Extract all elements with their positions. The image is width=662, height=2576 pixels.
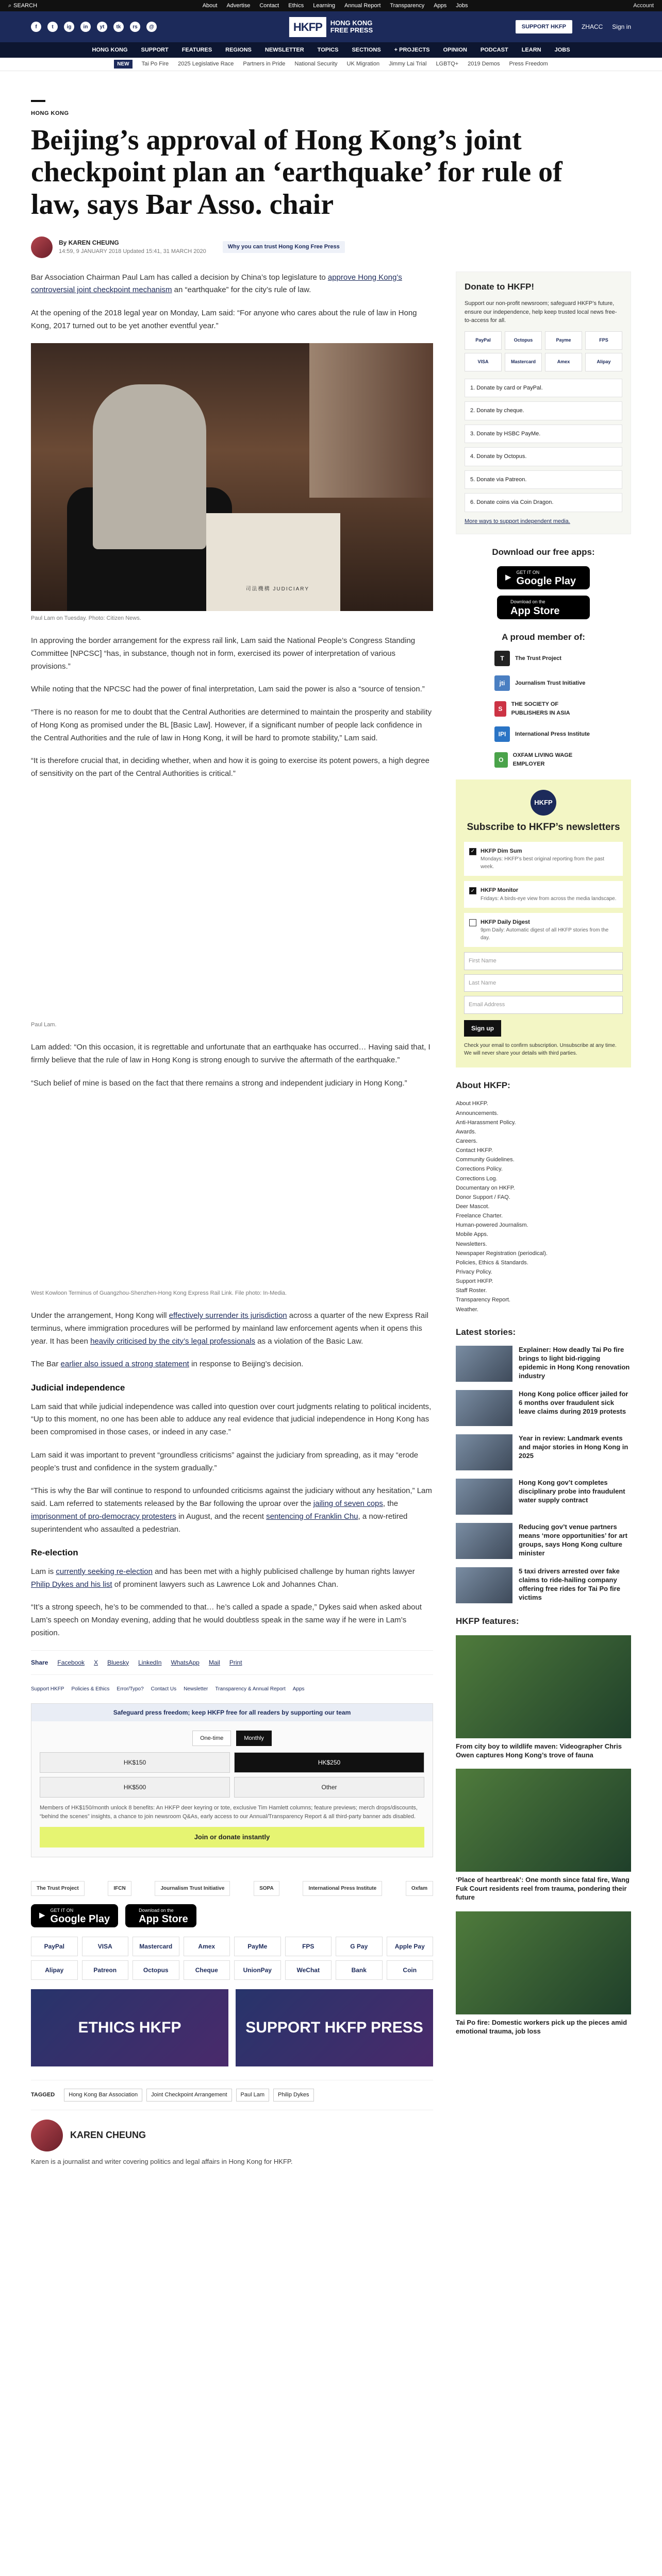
linkedin-icon[interactable]: in xyxy=(80,22,91,32)
about-link[interactable]: About HKFP. xyxy=(456,1100,488,1107)
about-link[interactable]: Anti-Harassment Policy. xyxy=(456,1119,516,1126)
byline xyxy=(31,236,631,258)
lectern-text: 司法機構 JUDICIARY xyxy=(245,586,309,592)
support-widget xyxy=(31,1703,433,1857)
trending-link[interactable]: Partners in Pride xyxy=(243,61,286,67)
ethics-banner[interactable]: ETHICS HKFP xyxy=(31,1989,228,2066)
inline-link[interactable]: Philip Dykes and his list xyxy=(31,1580,112,1589)
footer-link[interactable]: Transparency & Annual Report xyxy=(215,1686,286,1692)
features-title: HKFP features: xyxy=(456,1616,519,1626)
nav-opinion[interactable]: OPINION xyxy=(443,46,467,53)
footer-link[interactable]: Apps xyxy=(292,1686,305,1692)
donate-option[interactable]: 4. Donate by Octopus. xyxy=(465,447,622,466)
trending-bar xyxy=(0,58,662,71)
share-facebook[interactable]: Facebook xyxy=(57,1658,85,1666)
about-title: About HKFP: xyxy=(456,1080,510,1090)
paragraph: “Such belief of mine is based on the fact that there remains a strong and independent judiciary in Hong Kong.” xyxy=(31,1078,407,1088)
about-link[interactable]: Community Guidelines. xyxy=(456,1157,515,1163)
payment-method[interactable]: FPS xyxy=(285,1937,332,1956)
site-logo[interactable] xyxy=(289,17,373,37)
tag[interactable]: Hong Kong Bar Association xyxy=(64,2089,142,2102)
payment-method[interactable]: Amex xyxy=(184,1937,230,1956)
payment-logo: Amex xyxy=(545,353,582,371)
author-bio-box xyxy=(31,2110,433,2157)
nav-regions[interactable]: REGIONS xyxy=(225,46,252,53)
donate-intro: Support our non-profit newsroom; safeguard HKFP’s future, ensure our independence, help keep trusted local news free-to-access for all. xyxy=(465,300,617,324)
share-x[interactable]: X xyxy=(94,1658,98,1666)
support-banner[interactable]: SUPPORT HKFP PRESS xyxy=(236,1989,433,2066)
support-heading: Safeguard press freedom; keep HKFP free for all readers by supporting our team xyxy=(31,1704,433,1721)
partner-logos xyxy=(31,1873,433,1904)
share-mail[interactable]: Mail xyxy=(208,1658,220,1666)
about-link[interactable]: Mobile Apps. xyxy=(456,1231,488,1238)
paragraph: “It is therefore crucial that, in deciding whether, when and how it is going to exercise its potent powers, a high degree of sensitivity on the part of the Central Authorities is critical.” xyxy=(31,756,429,778)
first-name-field[interactable]: First Name xyxy=(464,952,623,970)
trending-link[interactable]: 2025 Legislative Race xyxy=(178,61,234,67)
payment-method[interactable]: G Pay xyxy=(336,1937,383,1956)
newsletter-option-monitor[interactable]: ✓ HKFP Monitor Fridays: A birds-eye view from across the media landscape. xyxy=(464,881,623,908)
member-logos xyxy=(456,651,631,768)
site-header xyxy=(0,11,662,42)
donate-option[interactable]: 6. Donate coins via Coin Dragon. xyxy=(465,493,622,512)
about-link[interactable]: Newspaper Registration (periodical). xyxy=(456,1250,548,1257)
payment-logo: VISA xyxy=(465,353,502,371)
share-print[interactable]: Print xyxy=(229,1658,242,1666)
email-icon[interactable]: @ xyxy=(146,22,157,32)
nav-hong-kong[interactable]: HONG KONG xyxy=(92,46,128,53)
author-avatar[interactable] xyxy=(31,2120,63,2151)
about-widget xyxy=(456,1079,631,1314)
share-bar xyxy=(31,1650,433,1675)
about-link[interactable]: Corrections Log. xyxy=(456,1175,498,1182)
hkfp-logo-icon: HKFP xyxy=(531,790,556,816)
top-link-apps[interactable]: Apps xyxy=(434,2,447,9)
about-link[interactable]: Policies, Ethics & Standards. xyxy=(456,1259,528,1266)
membership-widget xyxy=(456,631,631,769)
tiktok-icon[interactable]: tk xyxy=(113,22,124,32)
trending-link[interactable]: Jimmy Lai Trial xyxy=(389,61,427,67)
paragraph: Lam said that while judicial independence was called into question over court judgments relating to political incidents, “Up to this moment, no one has been able to adduce any real evidence that judicial independence in Hong Kong has been compromised in those cases, or indeed in any case.” xyxy=(31,1402,432,1437)
newsletter-option-dim-sum[interactable]: ✓ HKFP Dim Sum Mondays: HKFP’s best original reporting from the past week. xyxy=(464,842,623,876)
inline-link[interactable]: effectively surrender its jurisdiction xyxy=(169,1311,287,1320)
member-logo[interactable]: T The Trust Project xyxy=(494,651,592,666)
top-link-advertise[interactable]: Advertise xyxy=(226,2,251,9)
author-name[interactable]: KAREN CHEUNG xyxy=(70,2130,146,2141)
paragraph: The Bar earlier also issued a strong statement in response to Beijing’s decision. xyxy=(31,1360,304,1369)
trust-project-icon: T xyxy=(494,651,510,666)
subheading: Judicial independence xyxy=(31,1383,125,1393)
checkbox[interactable] xyxy=(469,919,476,926)
latest-stories-widget xyxy=(456,1326,631,1604)
tab-one-time[interactable]: One-time xyxy=(192,1731,231,1747)
donate-option[interactable]: 1. Donate by card or PayPal. xyxy=(465,379,622,398)
payment-logo: FPS xyxy=(585,331,622,350)
author-name-link[interactable]: KAREN CHEUNG xyxy=(68,239,119,247)
share-whatsapp[interactable]: WhatsApp xyxy=(171,1658,200,1666)
latest-story[interactable]: Explainer: How deadly Tai Po fire brings to light bid-rigging epidemic in Hong Kong renovation industry xyxy=(456,1346,631,1382)
member-title: A proud member of: xyxy=(502,632,585,642)
tag[interactable]: Joint Checkpoint Arrangement xyxy=(146,2089,231,2102)
share-label: Share xyxy=(31,1658,48,1666)
member-logo[interactable]: S THE SOCIETY OF PUBLISHERS IN ASIA xyxy=(494,700,592,717)
inline-link[interactable]: heavily criticised by the city’s legal professionals xyxy=(90,1336,255,1346)
partner-logo[interactable]: IFCN xyxy=(108,1881,131,1896)
sign-up-button[interactable]: Sign up xyxy=(464,1020,501,1037)
features-widget xyxy=(456,1615,631,2036)
email-field[interactable]: Email Address xyxy=(464,996,623,1014)
feature-story[interactable]: From city boy to wildlife maven: Videographer Chris Owen captures Hong Kong’s trove of fauna xyxy=(456,1635,631,1760)
payment-logo: Mastercard xyxy=(505,353,542,371)
nav-learn[interactable]: LEARN xyxy=(521,46,541,53)
twitter-icon[interactable]: t xyxy=(47,22,58,32)
payment-method[interactable]: VISA xyxy=(82,1937,129,1956)
search-button[interactable] xyxy=(8,2,37,10)
payment-method[interactable]: Coin xyxy=(387,1960,434,1980)
story-thumbnail xyxy=(456,1390,512,1426)
paragraph: Under the arrangement, Hong Kong will effectively surrender its jurisdiction across a quarter of the new Express Rail terminus, where immigration procedures will be performed by mainland law enforcement agents when it opens this year. It has been heavily criticised by the city’s legal professionals as a violation of the Basic Law. xyxy=(31,1311,428,1346)
content-layout xyxy=(0,272,662,2177)
more-ways-link[interactable]: More ways to support independent media. xyxy=(465,518,570,524)
inline-link[interactable]: imprisonment of pro-democracy protesters xyxy=(31,1512,176,1521)
nav-podcast[interactable]: PODCAST xyxy=(480,46,508,53)
oxfam-icon: O xyxy=(494,752,508,768)
feature-story[interactable]: Tai Po fire: Domestic workers pick up the pieces amid emotional trauma, job loss xyxy=(456,1911,631,2036)
payment-method[interactable]: PayMe xyxy=(234,1937,281,1956)
apps-widget xyxy=(456,546,631,619)
amount-option[interactable]: HK$500 xyxy=(40,1777,230,1798)
account-link[interactable]: Account xyxy=(633,2,654,9)
share-linkedin[interactable]: LinkedIn xyxy=(138,1658,162,1666)
about-link[interactable]: Careers. xyxy=(456,1138,478,1145)
partner-logo[interactable]: Oxfam xyxy=(406,1881,433,1896)
article-category[interactable]: HONG KONG xyxy=(31,110,69,116)
about-link[interactable]: Corrections Policy. xyxy=(456,1166,503,1173)
social-links xyxy=(31,22,157,32)
footer-link[interactable]: Error/Typo? xyxy=(117,1686,144,1692)
top-link-transparency[interactable]: Transparency xyxy=(390,2,425,9)
latest-title: Latest stories: xyxy=(456,1327,516,1337)
amount-option-selected[interactable]: HK$250 xyxy=(234,1752,424,1773)
trending-link[interactable]: National Security xyxy=(294,61,338,67)
header-actions xyxy=(516,20,631,34)
member-logo[interactable]: jti Journalism Trust Initiative xyxy=(494,675,592,691)
author-line xyxy=(59,238,206,247)
google-play-badge[interactable]: ▶ GET IT ON Google Play xyxy=(31,1904,118,1928)
apps-title: Download our free apps: xyxy=(492,547,595,557)
amount-option[interactable]: HK$150 xyxy=(40,1752,230,1773)
top-link-ethics[interactable]: Ethics xyxy=(288,2,304,9)
member-logo[interactable]: O OXFAM LIVING WAGE EMPLOYER xyxy=(494,751,592,768)
top-link-about[interactable]: About xyxy=(202,2,218,9)
about-link[interactable]: Documentary on HKFP. xyxy=(456,1184,515,1191)
payment-method[interactable]: PayPal xyxy=(31,1937,78,1956)
footer-link[interactable]: Contact Us xyxy=(151,1686,177,1692)
newsletter-widget xyxy=(456,779,631,1067)
photo-paul-lam[interactable] xyxy=(31,343,433,611)
payment-method[interactable]: Octopus xyxy=(133,1960,179,1980)
payment-method[interactable]: Bank xyxy=(336,1960,383,1980)
payment-methods xyxy=(31,1937,433,1980)
paragraph: Lam added: “On this occasion, it is regrettable and unfortunate that an earthquake has occurred… Having said that, I firmly believe that the rule of law in Hong Kong is strong enough to survive the aftermath of the earthquake.” xyxy=(31,1043,431,1065)
tags-label: TAGGED xyxy=(31,2092,55,2098)
support-hkfp-button[interactable]: SUPPORT HKFP xyxy=(516,20,572,34)
photo-paul-lam-2[interactable] xyxy=(31,791,433,1018)
donate-option[interactable]: 3. Donate by HSBC PayMe. xyxy=(465,425,622,444)
youtube-icon[interactable]: yt xyxy=(97,22,107,32)
top-link-learning[interactable]: Learning xyxy=(313,2,336,9)
member-benefits-note: Members of HK$150/month unlock 8 benefits: An HKFP deer keyring or tote, exclusive Tim Hamlett columns; feature previews; merch drops/discounts, “behind the scenes” insights, a chance to join newsroom Q&As, early access to our Annual/Transparency Report & all third-party banner ads disabled. xyxy=(40,1805,418,1820)
trending-link[interactable]: 2019 Demos xyxy=(468,61,500,67)
main-nav xyxy=(0,42,662,58)
nav-support[interactable]: SUPPORT xyxy=(141,46,169,53)
nav-newsletter[interactable]: NEWSLETTER xyxy=(264,46,304,53)
tag[interactable]: Philip Dykes xyxy=(273,2089,314,2102)
donate-widget xyxy=(456,272,631,535)
payment-method[interactable]: Apple Pay xyxy=(387,1937,434,1956)
donate-option[interactable]: 2. Donate by cheque. xyxy=(465,401,622,420)
latest-story[interactable]: Year in review: Landmark events and major stories in Hong Kong in 2025 xyxy=(456,1434,631,1470)
paragraph: “This is why the Bar will continue to respond to unfounded criticisms against the judiciary without any hesitation,” Lam said. Lam referred to statements released by the Bar following the uproar over the jailing of seven cops, the imprisonment of pro-democracy protesters in August, and the recent sentencing of Franklin Chu, a now-retired superintendent who assaulted a pedestrian. xyxy=(31,1486,432,1534)
donate-payment-logos xyxy=(465,331,622,371)
article-headline: Beijing’s approval of Hong Kong’s joint checkpoint plan an ‘earthquake’ for rule of law, says Bar Asso. chair xyxy=(31,124,562,221)
payment-method[interactable]: Cheque xyxy=(184,1960,230,1980)
logo-text xyxy=(330,20,373,35)
google-play-icon: ▶ xyxy=(505,573,511,582)
subheading: Re-election xyxy=(31,1548,78,1558)
publish-dates: 14:59, 9 JANUARY 2018 Updated 15:41, 31 MARCH 2020 xyxy=(59,248,206,255)
logo-line-1: HONG KONG xyxy=(330,19,373,27)
trust-link[interactable]: Why you can trust Hong Kong Free Press xyxy=(223,241,345,253)
app-store-badge[interactable]: Download on the App Store xyxy=(497,596,590,619)
about-link[interactable]: Donor Support / FAQ. xyxy=(456,1194,510,1200)
instagram-icon[interactable]: ig xyxy=(64,22,74,32)
nav-features[interactable]: FEATURES xyxy=(181,46,212,53)
join-donate-button[interactable]: Join or donate instantly xyxy=(40,1827,424,1848)
checkbox[interactable]: ✓ xyxy=(469,848,476,855)
about-link[interactable]: Contact HKFP. xyxy=(456,1147,493,1154)
google-play-icon: ▶ xyxy=(39,1911,45,1920)
app-store-badges xyxy=(31,1904,433,1928)
newsletter-option-daily-digest[interactable]: HKFP Daily Digest 9pm Daily: Automatic digest of all HKFP stories from the day. xyxy=(464,913,623,947)
payment-method[interactable]: WeChat xyxy=(285,1960,332,1980)
author-avatar xyxy=(31,236,53,258)
latest-story[interactable]: Hong Kong police officer jailed for 6 months over fraudulent sick leave claims during 2019 protests xyxy=(456,1390,631,1426)
nav-jobs[interactable]: JOBS xyxy=(554,46,570,53)
paragraph: While noting that the NPCSC had the power of final interpretation, Lam said the power is also a “source of tension.” xyxy=(31,685,425,694)
top-link-annual-report[interactable]: Annual Report xyxy=(344,2,381,9)
search-icon: ⌕ xyxy=(8,2,12,9)
partner-logo[interactable]: International Press Institute xyxy=(303,1881,382,1896)
logo-mark: HKFP xyxy=(289,17,326,37)
story-thumbnail xyxy=(456,1567,512,1603)
sidebar xyxy=(456,272,631,2177)
figure-paul-lam xyxy=(31,343,433,623)
inline-link[interactable]: currently seeking re-election xyxy=(56,1567,153,1576)
tag[interactable]: Paul Lam xyxy=(236,2089,269,2102)
footer-link[interactable]: Support HKFP xyxy=(31,1686,64,1692)
about-link[interactable]: Announcements. xyxy=(456,1110,499,1116)
byline-text xyxy=(59,238,206,256)
sopa-icon: S xyxy=(494,701,506,717)
payment-logo: Payme xyxy=(545,331,582,350)
payment-method[interactable]: Patreon xyxy=(82,1960,129,1980)
about-link[interactable]: Staff Roster. xyxy=(456,1287,487,1294)
top-link-contact[interactable]: Contact xyxy=(259,2,279,9)
photo-caption: Paul Lam. xyxy=(31,1021,57,1028)
search-label: SEARCH xyxy=(13,2,38,9)
paragraph: “There is no reason for me to doubt that the Central Authorities are determined to maintain the prosperity and stability of Hong Kong as promised under the BL [Basic Law]. However, if a significant number of people lack confidence in the Central Authorities and the rule of law in Hong Kong, it will be hard to promote stability,” Lam said. xyxy=(31,708,432,742)
latest-story[interactable]: Reducing gov’t venue partners means ‘more opportunities’ for art groups, says Hong Kong culture minister xyxy=(456,1523,631,1559)
about-link[interactable]: Newsletters. xyxy=(456,1241,487,1247)
newsletter-title: Subscribe to HKFP’s newsletters xyxy=(467,822,620,833)
feature-image xyxy=(456,1635,631,1738)
rss-icon[interactable]: rs xyxy=(130,22,140,32)
partner-logo[interactable]: Journalism Trust Initiative xyxy=(155,1881,230,1896)
photo-caption: Paul Lam on Tuesday. Photo: Citizen News. xyxy=(31,615,141,621)
payment-logo: Alipay xyxy=(585,353,622,371)
trending-link[interactable]: Tai Po Fire xyxy=(141,61,169,67)
about-link[interactable]: Privacy Policy. xyxy=(456,1268,492,1275)
inline-link[interactable]: earlier also issued a strong statement xyxy=(60,1360,189,1369)
about-link[interactable]: Deer Mascot. xyxy=(456,1204,490,1210)
inline-link[interactable]: sentencing of Franklin Chu xyxy=(266,1512,358,1521)
donate-option[interactable]: 5. Donate via Patreon. xyxy=(465,470,622,489)
story-thumbnail xyxy=(456,1346,512,1382)
article-header xyxy=(0,71,662,258)
frequency-tabs xyxy=(31,1731,433,1747)
share-bluesky[interactable]: Bluesky xyxy=(107,1658,129,1666)
payment-method[interactable]: Alipay xyxy=(31,1960,78,1980)
sidebar-app-badges xyxy=(456,566,631,619)
payment-logo: Octopus xyxy=(505,331,542,350)
article-footer-links xyxy=(31,1680,433,1698)
app-store-badge[interactable]: Download on the App Store xyxy=(125,1904,196,1928)
about-link[interactable]: Awards. xyxy=(456,1128,476,1135)
newsletter-note: Check your email to confirm subscription. Unsubscribe at any time. We will never share your details with third parties. xyxy=(464,1042,617,1056)
promo-banners xyxy=(31,1989,433,2066)
payment-logo: PayPal xyxy=(465,331,502,350)
figure-terminus xyxy=(31,1100,433,1298)
by-label: By xyxy=(59,239,67,247)
about-link[interactable]: Weather. xyxy=(456,1306,478,1313)
feature-image xyxy=(456,1911,631,2014)
paragraph: Lam said it was important to prevent “groundless criticisms” against the judiciary from spreading, as it may “erode people’s trust and confidence in the system gradually.” xyxy=(31,1450,419,1472)
story-thumbnail xyxy=(456,1479,512,1515)
about-link[interactable]: Transparency Report. xyxy=(456,1297,510,1303)
feature-image xyxy=(456,1769,631,1872)
photo-west-kowloon-terminus[interactable] xyxy=(31,1100,433,1286)
last-name-field[interactable]: Last Name xyxy=(464,974,623,992)
paragraph: “It’s a strong speech, he’s to be commended to that… he’s called a spade a spade,” Dykes said when asked about Lam’s speech on Monday evening, adding that he would doubtless speak in the same way if he were in Lam’s position. xyxy=(31,1603,422,1637)
latest-story[interactable]: Hong Kong gov’t completes disciplinary probe into fraudulent water supply contract xyxy=(456,1479,631,1515)
trending-link[interactable]: UK Migration xyxy=(346,61,380,67)
donate-title: Donate to HKFP! xyxy=(465,281,535,292)
story-thumbnail xyxy=(456,1523,512,1559)
logo-line-2: FREE PRESS xyxy=(330,26,373,34)
divider xyxy=(31,100,45,102)
footer-link[interactable]: Newsletter xyxy=(184,1686,208,1692)
nav-projects[interactable]: + PROJECTS xyxy=(394,46,430,53)
article-tags xyxy=(31,2080,433,2110)
partner-logo[interactable]: The Trust Project xyxy=(31,1881,85,1896)
trending-link[interactable]: LGBTQ+ xyxy=(436,61,459,67)
paragraph: At the opening of the 2018 legal year on Monday, Lam said: “For anyone who cares about the rule of law in Hong Kong, 2017 turned out to be yet another eventful year.” xyxy=(31,309,417,330)
top-links xyxy=(46,2,624,10)
paragraph: Bar Association Chairman Paul Lam has called a decision by China’s top legislature to approve Hong Kong’s controversial joint checkpoint mechanism an “earthquake” for the city’s rule of law. xyxy=(31,273,402,295)
story-thumbnail xyxy=(456,1434,512,1470)
figure-paul-lam-2 xyxy=(31,791,433,1029)
checkbox[interactable]: ✓ xyxy=(469,887,476,894)
amount-options xyxy=(31,1752,433,1798)
tab-monthly[interactable]: Monthly xyxy=(236,1731,272,1747)
language-link[interactable]: ZHACC xyxy=(581,23,603,30)
article-body xyxy=(31,272,433,2177)
author-bio: Karen is a journalist and writer covering politics and legal affairs in Hong Kong for HKFP. xyxy=(31,2157,293,2165)
paragraph: Lam is currently seeking re-election and has been met with a highly publicised challenge by human rights lawyer Philip Dykes and his list of prominent lawyers such as Lawrence Lok and Johannes Chan. xyxy=(31,1567,415,1589)
nav-topics[interactable]: TOPICS xyxy=(317,46,339,53)
about-link[interactable]: Human-powered Journalism. xyxy=(456,1222,528,1229)
amount-option[interactable]: Other xyxy=(234,1777,424,1798)
sign-in-link[interactable]: Sign in xyxy=(612,23,631,30)
photo-caption: West Kowloon Terminus of Guangzhou-Shenzhen-Hong Kong Express Rail Link. File photo: In-Media. xyxy=(31,1290,287,1296)
jti-icon: jti xyxy=(494,675,510,691)
latest-story[interactable]: 5 taxi drivers arrested over fake claims to ride-hailing company offering free rides for Tai Po fire victims xyxy=(456,1567,631,1603)
ipi-icon: IPI xyxy=(494,726,510,742)
paragraph: In approving the border arrangement for the express rail link, Lam said the National People’s Congress Standing Committee [NPCSC] “has, in substance, though not in form, exercised its power of interpretation of various provisions.” xyxy=(31,636,416,671)
trending-link[interactable]: Press Freedom xyxy=(509,61,548,67)
top-utility-bar xyxy=(0,0,662,11)
top-link-jobs[interactable]: Jobs xyxy=(456,2,468,9)
nav-sections[interactable]: SECTIONS xyxy=(352,46,381,53)
about-link[interactable]: Support HKFP. xyxy=(456,1278,493,1285)
payment-method[interactable]: UnionPay xyxy=(234,1960,281,1980)
feature-story[interactable]: ‘Place of heartbreak’: One month since fatal fire, Wang Fuk Court residents reel from trauma, pondering their future xyxy=(456,1769,631,1902)
payment-method[interactable]: Mastercard xyxy=(133,1937,179,1956)
partner-logo[interactable]: SOPA xyxy=(254,1881,279,1896)
about-link[interactable]: Freelance Charter. xyxy=(456,1213,503,1219)
member-logo[interactable]: IPI International Press Institute xyxy=(494,726,592,742)
google-play-badge[interactable]: ▶ GET IT ON Google Play xyxy=(497,566,590,590)
facebook-icon[interactable]: f xyxy=(31,22,41,32)
new-badge: NEW xyxy=(114,60,132,69)
inline-link[interactable]: approve Hong Kong’s controversial joint checkpoint mechanism xyxy=(31,273,402,295)
inline-link[interactable]: jailing of seven cops xyxy=(313,1499,383,1509)
footer-link[interactable]: Policies & Ethics xyxy=(71,1686,110,1692)
